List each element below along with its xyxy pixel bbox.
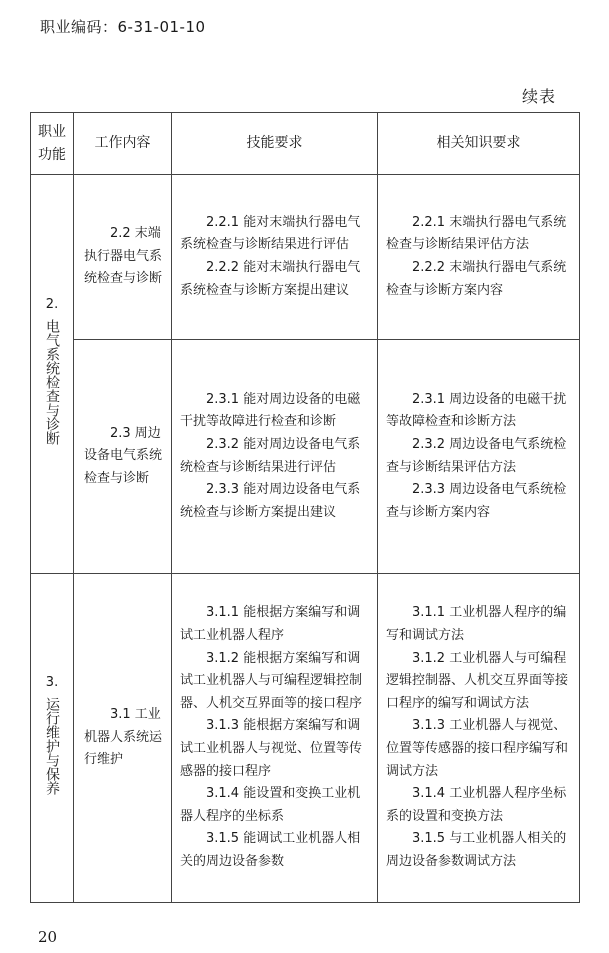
header-function: 职业功能: [31, 113, 74, 175]
knowledge-cell: 2.2.1 末端执行器电气系统检查与诊断结果评估方法 2.2.2 末端执行器电气系统检查与诊断方案内容: [378, 175, 580, 340]
work-content-cell: 2.3 周边设备电气系统检查与诊断: [74, 340, 172, 574]
page-number: 20: [38, 928, 58, 946]
skill-cell: 3.1.1 能根据方案编写和调试工业机器人程序 3.1.2 能根据方案编写和调试工业机器人与可编程逻辑控制器、人机交互界面等的接口程序 3.1.3 能根据方案编写和调试工业机器人与视觉、位置等传感器的接口程序 3.1.4 能设置和变换工业机器人程序的坐标系 3.1.5 能调试工业机器人相关的周边设备参数: [172, 574, 378, 903]
header-knowledge: 相关知识要求: [378, 113, 580, 175]
occupation-code: 职业编码：6-31-01-10: [40, 18, 206, 36]
skill-cell: 2.2.1 能对末端执行器电气系统检查与诊断结果进行评估 2.2.2 能对末端执行器电气系统检查与诊断方案提出建议: [172, 175, 378, 340]
work-content-cell: 2.2 末端执行器电气系统检查与诊断: [74, 175, 172, 340]
table-row: [31, 574, 580, 903]
skill-cell: 2.3.1 能对周边设备的电磁干扰等故障进行检查和诊断 2.3.2 能对周边设备电气系统检查与诊断结果进行评估 2.3.3 能对周边设备电气系统检查与诊断方案提出建议: [172, 340, 378, 574]
table-row: [31, 340, 580, 574]
header-skill: 技能要求: [172, 113, 378, 175]
knowledge-cell: 2.3.1 周边设备的电磁干扰等故障检查和诊断方法 2.3.2 周边设备电气系统检查与诊断结果评估方法 2.3.3 周边设备电气系统检查与诊断方案内容: [378, 340, 580, 574]
requirements-table: [30, 112, 580, 903]
knowledge-cell: 3.1.1 工业机器人程序的编写和调试方法 3.1.2 工业机器人与可编程逻辑控制器、人机交互界面等接口程序的编写和调试方法 3.1.3 工业机器人与视觉、位置等传感器的接口程序编写和调试方法 3.1.4 工业机器人程序坐标系的设置和变换方法 3.1.5 与工业机器人相关的周边设备参数调试方法: [378, 574, 580, 903]
function-cell: 3. 运行维护与保养: [31, 574, 74, 903]
function-cell: 2. 电气系统检查与诊断: [31, 175, 74, 574]
table-header-row: [31, 113, 580, 175]
continued-label: 续表: [522, 87, 557, 106]
work-content-cell: 3.1 工业机器人系统运行维护: [74, 574, 172, 903]
table-row: [31, 175, 580, 340]
header-work: 工作内容: [74, 113, 172, 175]
